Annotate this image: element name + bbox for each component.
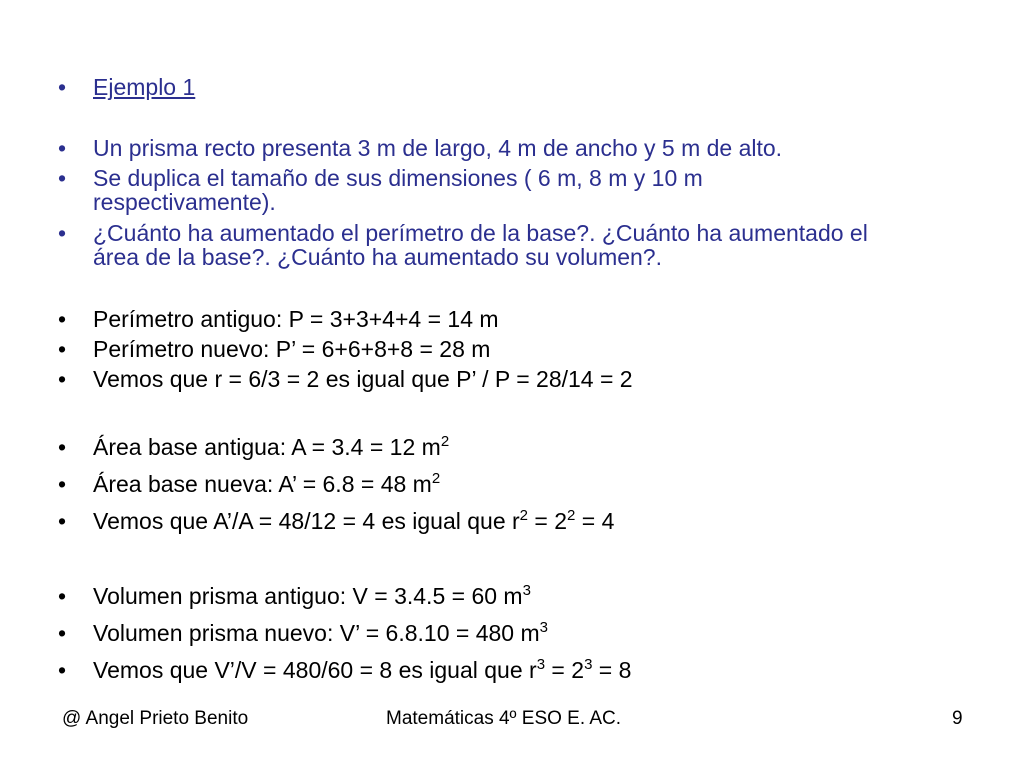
volume-new-exponent: 3 <box>539 619 548 636</box>
bullet-area-old <box>58 435 984 459</box>
volume-old-text <box>93 584 984 608</box>
question-text-line2: área de la base?. ¿Cuánto ha aumentado su volumen?. <box>93 244 662 270</box>
area-old-main: Área base antigua: A = 3.4 = 12 m <box>93 434 441 460</box>
bullet-dot: • <box>58 508 67 534</box>
bullet-volume-new <box>58 621 984 645</box>
perimeter-old-text: Perímetro antiguo: P = 3+3+4+4 = 14 m <box>93 306 499 332</box>
bullet-volume-compare <box>58 658 984 682</box>
volume-compare-text <box>93 658 984 682</box>
problem-text: Un prisma recto presenta 3 m de largo, 4 m de ancho y 5 m de alto. <box>93 135 783 161</box>
volume-compare-exp1: 3 <box>536 656 546 673</box>
footer-author: @ Angel Prieto Benito <box>62 708 249 729</box>
doubling-text-line2: respectivamente). <box>93 189 276 215</box>
volume-new-main: Volumen prisma nuevo: V’ = 6.8.10 = 480 m <box>93 620 540 646</box>
area-old-text <box>93 435 984 459</box>
area-compare-part-c: = 4 <box>575 508 615 534</box>
bullet-dot: • <box>58 220 67 246</box>
volume-compare-part-a: Vemos que V’/V = 480/60 = 8 es igual que r <box>93 657 537 683</box>
area-compare-part-b: = 2 <box>528 508 568 534</box>
bullet-dot: • <box>58 434 67 460</box>
bullet-problem <box>58 136 984 160</box>
bullet-dot: • <box>58 135 67 161</box>
bullet-dot: • <box>58 336 67 362</box>
perimeter-compare-text: Vemos que r = 6/3 = 2 es igual que P’ / P = 28/14 = 2 <box>93 366 633 392</box>
footer-course: Matemáticas 4º ESO E. AC. <box>386 708 622 729</box>
bullet-area-compare <box>58 509 984 533</box>
question-text-line1: ¿Cuánto ha aumentado el perímetro de la base?. ¿Cuánto ha aumentado el <box>93 220 868 246</box>
volume-compare-exp2: 3 <box>584 656 593 673</box>
bullet-question <box>58 221 984 269</box>
area-new-exponent: 2 <box>431 470 441 487</box>
area-new-main: Área base nueva: A’ = 6.8 = 48 m <box>93 471 432 497</box>
bullet-dot: • <box>58 471 67 497</box>
bullet-perimeter-old <box>58 307 984 331</box>
bullet-area-new <box>58 472 984 496</box>
area-compare-part-a: Vemos que A’/A = 48/12 = 4 es igual que r <box>93 508 520 534</box>
bullet-dot: • <box>58 583 67 609</box>
area-new-text <box>93 472 984 496</box>
bullet-ejemplo-title <box>58 75 984 99</box>
footer-page-number: 9 <box>952 708 963 729</box>
volume-old-exponent: 3 <box>522 582 531 599</box>
bullet-dot: • <box>58 366 67 392</box>
volume-compare-part-b: = 2 <box>545 657 585 683</box>
volume-compare-part-c: = 8 <box>592 657 632 683</box>
bullet-perimeter-compare <box>58 367 984 391</box>
area-compare-exp1: 2 <box>519 507 529 524</box>
bullet-dot: • <box>58 74 67 100</box>
bullet-volume-old <box>58 584 984 608</box>
bullet-doubling <box>58 166 984 214</box>
example-title: Ejemplo 1 <box>93 74 196 100</box>
area-compare-text <box>93 509 984 533</box>
bullet-dot: • <box>58 165 67 191</box>
area-compare-exp2: 2 <box>567 507 576 524</box>
doubling-text-line1: Se duplica el tamaño de sus dimensiones ( 6 m, 8 m y 10 m <box>93 165 703 191</box>
perimeter-new-text: Perímetro nuevo: P’ = 6+6+8+8 = 28 m <box>93 336 491 362</box>
volume-new-text <box>93 621 984 645</box>
bullet-dot: • <box>58 620 67 646</box>
bullet-perimeter-new <box>58 337 984 361</box>
area-old-exponent: 2 <box>440 433 450 450</box>
bullet-dot: • <box>58 306 67 332</box>
volume-old-main: Volumen prisma antiguo: V = 3.4.5 = 60 m <box>93 583 523 609</box>
bullet-dot: • <box>58 657 67 683</box>
